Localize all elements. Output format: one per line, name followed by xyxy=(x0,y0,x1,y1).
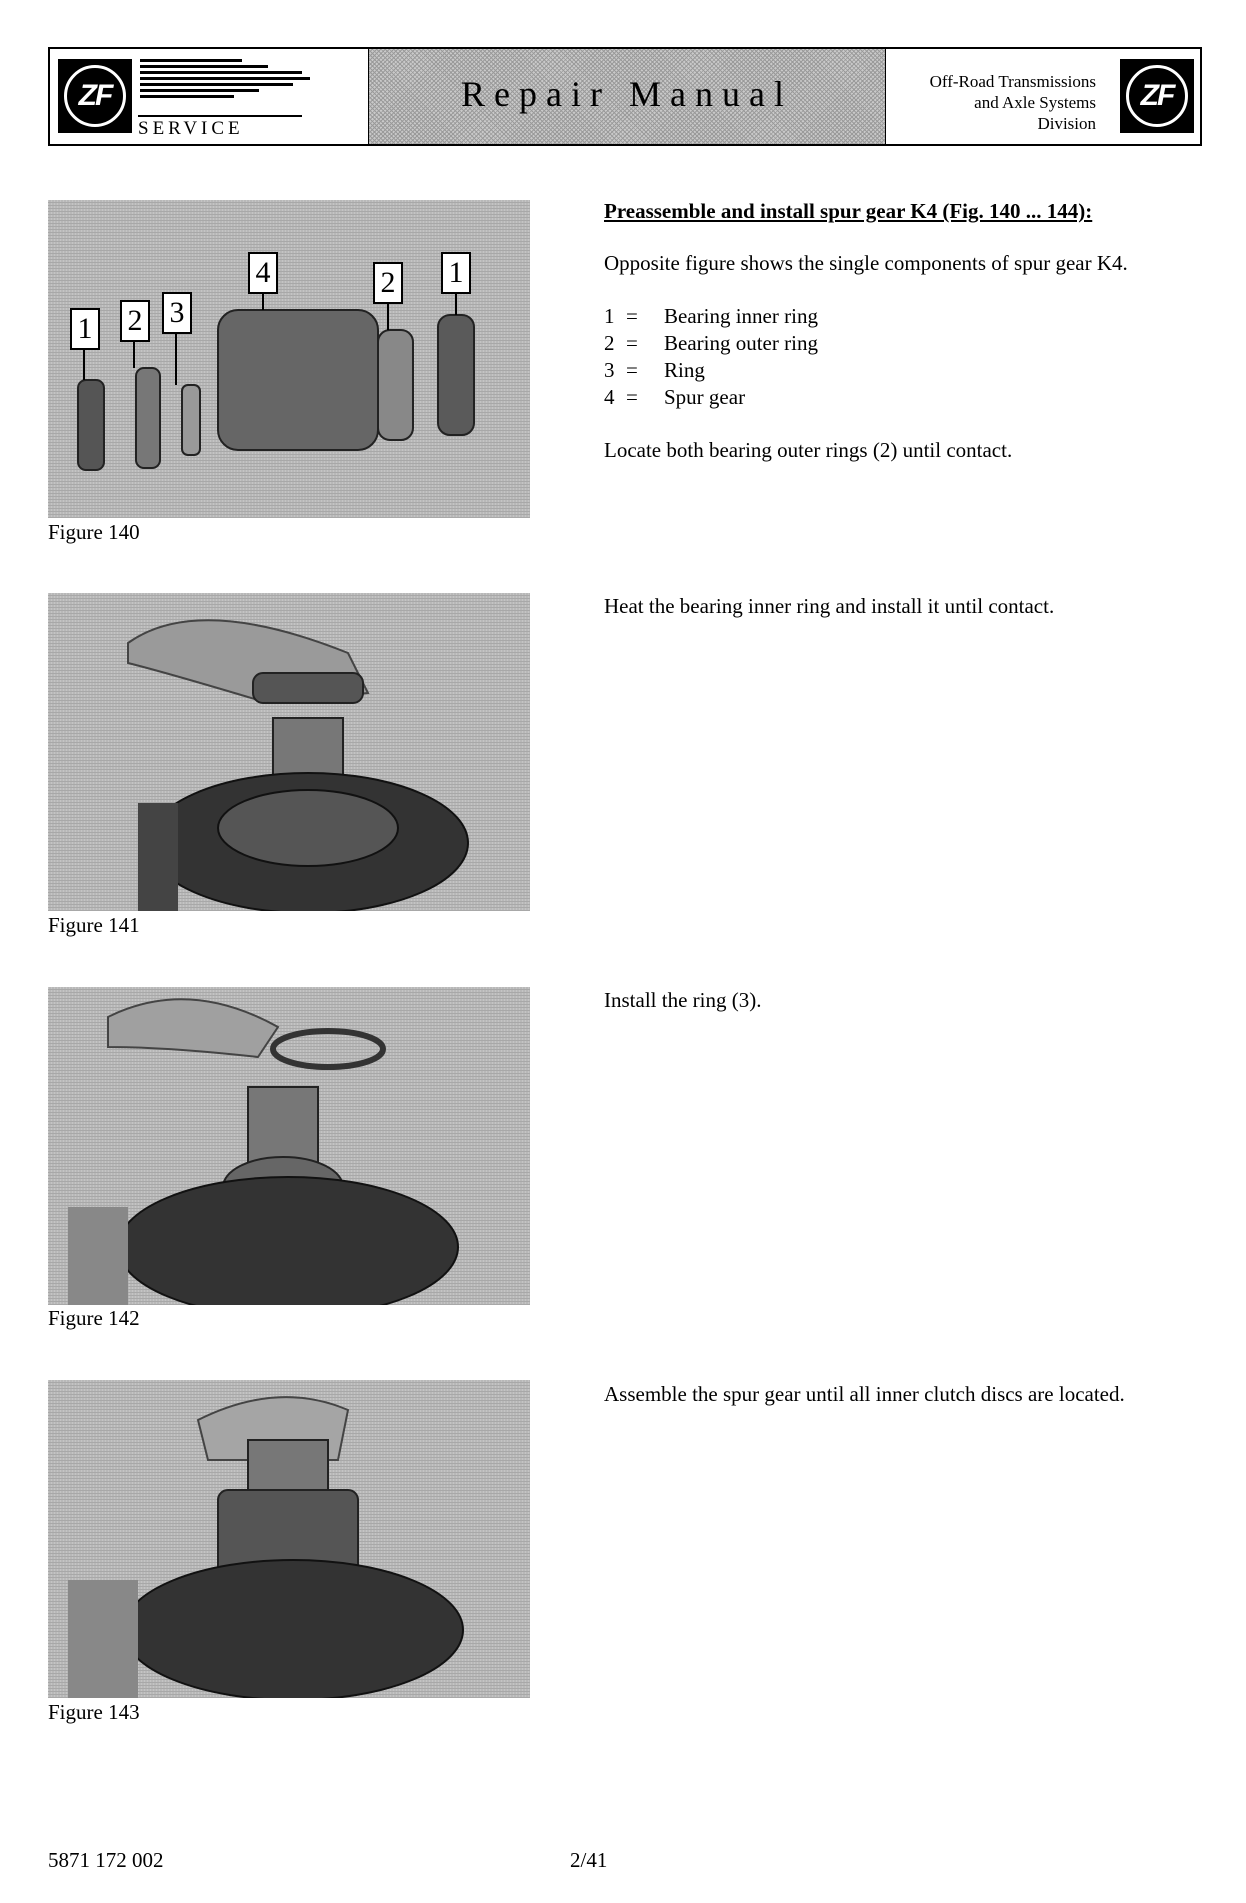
figure-141-photo xyxy=(48,593,530,911)
division-text xyxy=(930,71,1096,134)
legend-item: 2 = Bearing outer ring xyxy=(604,331,818,355)
zf-logo-icon: ZF xyxy=(1120,59,1194,133)
figure-142-photo xyxy=(48,987,530,1305)
figure-140-photo xyxy=(48,200,530,518)
speed-lines-icon xyxy=(140,59,310,114)
figure-caption: Figure 140 xyxy=(48,520,140,544)
callout-label: 4 xyxy=(248,252,278,294)
legend-item: 4 = Spur gear xyxy=(604,385,746,409)
zf-logo-icon: ZF xyxy=(58,59,132,133)
callout-label: 1 xyxy=(70,308,100,350)
section-text xyxy=(604,198,1128,464)
zf-service-logo xyxy=(50,49,369,144)
figure-143-photo xyxy=(48,1380,530,1698)
page-number: 2/41 xyxy=(570,1848,608,1872)
step-text: Heat the bearing inner ring and install it until contact. xyxy=(604,594,1055,618)
document-number: 5871 172 002 xyxy=(48,1848,164,1872)
service-label: SERVICE xyxy=(138,115,302,140)
legend-list xyxy=(604,303,1128,411)
division-line: and Axle Systems xyxy=(974,93,1096,112)
figure-caption: Figure 142 xyxy=(48,1306,140,1330)
page-header xyxy=(48,47,1202,146)
figure-caption: Figure 141 xyxy=(48,913,140,937)
division-line: Off-Road Transmissions xyxy=(929,72,1096,91)
legend-item: 1 = Bearing inner ring xyxy=(604,304,818,328)
figure-caption: Figure 143 xyxy=(48,1700,140,1724)
title-cell xyxy=(369,49,886,144)
callout-label: 2 xyxy=(373,262,403,304)
division-line: Division xyxy=(1037,114,1096,133)
division-cell xyxy=(886,49,1200,144)
step-text: Install the ring (3). xyxy=(604,988,762,1012)
note-text: Locate both bearing outer rings (2) until contact. xyxy=(604,438,1013,462)
gear-components-illustration xyxy=(48,200,530,518)
callout-label: 3 xyxy=(162,292,192,334)
spur-gear-assembly-illustration xyxy=(48,1380,530,1698)
step-text: Assemble the spur gear until all inner clutch discs are located. xyxy=(604,1382,1125,1406)
legend-item: 3 = Ring xyxy=(604,358,705,382)
bearing-install-illustration xyxy=(48,593,530,911)
page-title: Repair Manual xyxy=(461,74,793,114)
ring-install-illustration xyxy=(48,987,530,1305)
callout-label: 2 xyxy=(120,300,150,342)
callout-label: 1 xyxy=(441,252,471,294)
intro-text: Opposite figure shows the single components of spur gear K4. xyxy=(604,251,1128,275)
section-heading: Preassemble and install spur gear K4 (Fig. 140 ... 144): xyxy=(604,199,1093,223)
